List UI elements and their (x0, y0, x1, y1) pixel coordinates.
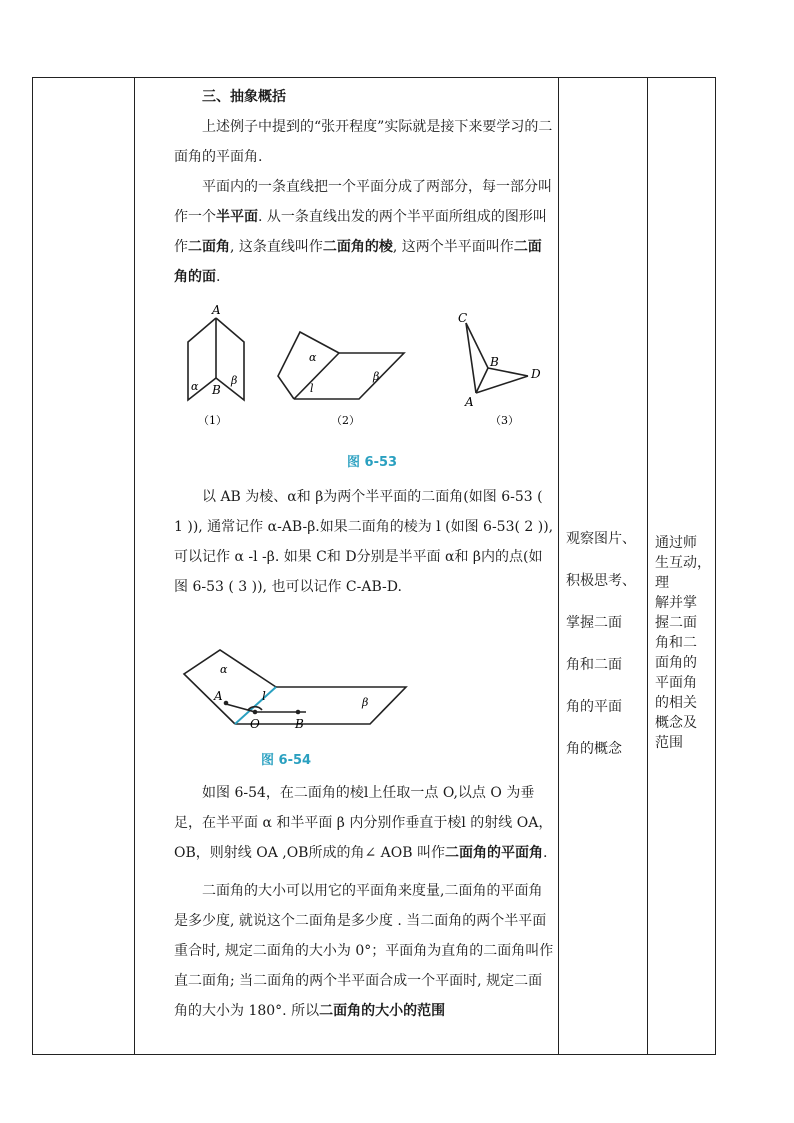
intent-line: 面角的 (655, 655, 697, 671)
term-range: 二面角的大小的范围 (319, 1003, 446, 1019)
label-B: B (295, 717, 304, 730)
figure-6-53 (176, 298, 556, 438)
label-alpha: α (220, 663, 228, 676)
paragraph-notation: 以 AB 为棱、α和 β为两个半平面的二面角(如图 6-53 ( 1 )), 通常记作 α-AB-β.如果二面角的棱为 l (如图 6-53( 2 )), 可以记作 α -l -β. 如果 C和 D分别是半平面 α和 β内的点(如图 6-53 ( 3 )), 也可以记作 C-AB-D. (174, 489, 554, 595)
label-alpha: α (191, 380, 199, 393)
lesson-table (32, 77, 716, 1055)
column-divider (134, 78, 135, 1054)
label-C: C (458, 311, 468, 325)
intent-line: 角和二 (655, 635, 697, 651)
label-D: D (531, 367, 541, 381)
point-A (224, 701, 229, 706)
text: , 这两个半平面叫作 (392, 239, 514, 255)
point-B (296, 710, 301, 715)
activity-line: 角的概念 (566, 741, 622, 757)
label-alpha: α (309, 351, 317, 364)
subfigure-label-3: （3） (490, 414, 519, 427)
intent-line: 通过师 (655, 535, 697, 551)
activity-line: 角的平面 (566, 699, 622, 715)
subfigure-label-1: （1） (198, 414, 227, 427)
label-beta: β (362, 696, 369, 709)
text: 平面内的一条直线把一个平面分成了两部分，每一部分叫作一个 (174, 179, 552, 225)
label-B: B (212, 383, 221, 397)
label-A: A (212, 303, 221, 317)
intro-text-block (174, 82, 554, 292)
label-beta: β (373, 370, 380, 383)
activity-line: 积极思考、 (566, 573, 636, 589)
text: . 从一条直线出发的两个半平面所组成的图形叫作 (174, 209, 547, 255)
intent-line: 理 (655, 575, 669, 591)
intent-line: 生互动， (655, 555, 711, 571)
intent-line: 的相关 (655, 695, 697, 711)
activity-line: 掌握二面 (566, 615, 622, 631)
term-half-plane: 半平面 (216, 209, 258, 225)
term-face: 二面角的面 (174, 239, 542, 285)
text: . (216, 269, 221, 285)
design-intent-column (649, 533, 715, 753)
paragraph-plane-angle (174, 778, 554, 868)
activity-line: 角和二面 (566, 657, 622, 673)
figure-6-54 (180, 630, 410, 730)
term-dihedral-angle: 二面角 (188, 239, 230, 255)
term-plane-angle: 二面角的平面角 (444, 845, 543, 861)
term-edge: 二面角的棱 (322, 239, 393, 255)
intent-line: 握二面 (655, 615, 697, 631)
label-A: A (214, 689, 223, 703)
column-divider (558, 78, 559, 1054)
label-l: l (310, 382, 314, 395)
paragraph-measure (174, 876, 554, 1026)
section-title: 三、抽象概括 (202, 89, 286, 105)
notation-text-block (174, 482, 554, 602)
paragraph-definitions (174, 172, 554, 292)
intent-line: 解并掌 (655, 595, 697, 611)
label-beta: β (231, 374, 238, 387)
intent-line: 平面角 (655, 675, 697, 691)
figure-6-54-caption: 图 6-54 (261, 753, 312, 768)
text: 二面角的大小可以用它的平面角来度量,二面角的平面角是多少度, 就说这个二面角是多少度 . 当二面角的两个半平面重合时, 规定二面角的大小为 0°；平面角为直角的二面角叫作直二面角; 当二面角的两个半平面合成一个平面时, 规定二面角的大小为 180°. 所以 (174, 883, 554, 1019)
plane-angle-text-block (174, 778, 554, 1026)
figure-6-53-caption: 图 6-53 (347, 455, 398, 470)
intent-line: 概念及 (655, 715, 697, 731)
label-l: l (262, 689, 266, 703)
text: . (542, 845, 548, 861)
student-activity-column (560, 518, 651, 770)
label-A: A (465, 395, 474, 409)
paragraph-intro: 上述例子中提到的“张开程度”实际就是接下来要学习的二面角的平面角. (174, 119, 553, 165)
activity-line: 观察图片、 (566, 531, 636, 547)
subfigure-label-2: （2） (331, 414, 360, 427)
text: , 这条直线叫作 (230, 239, 323, 255)
teaching-content-column (136, 78, 558, 1054)
figure-6-53-part2 (278, 332, 404, 399)
label-O: O (250, 717, 260, 730)
point-O (253, 710, 258, 715)
label-B: B (490, 355, 499, 369)
text: 如图 6-54，在二面角的棱l上任取一点 O,以点 O 为垂足，在半平面 α 和半平面 β 内分别作垂直于棱l 的射线 OA，OB，则射线 OA ,OB所成的角∠ AOB 叫作 (174, 785, 553, 861)
intent-line: 范围 (655, 735, 683, 751)
figure-6-54-planes (184, 650, 406, 724)
